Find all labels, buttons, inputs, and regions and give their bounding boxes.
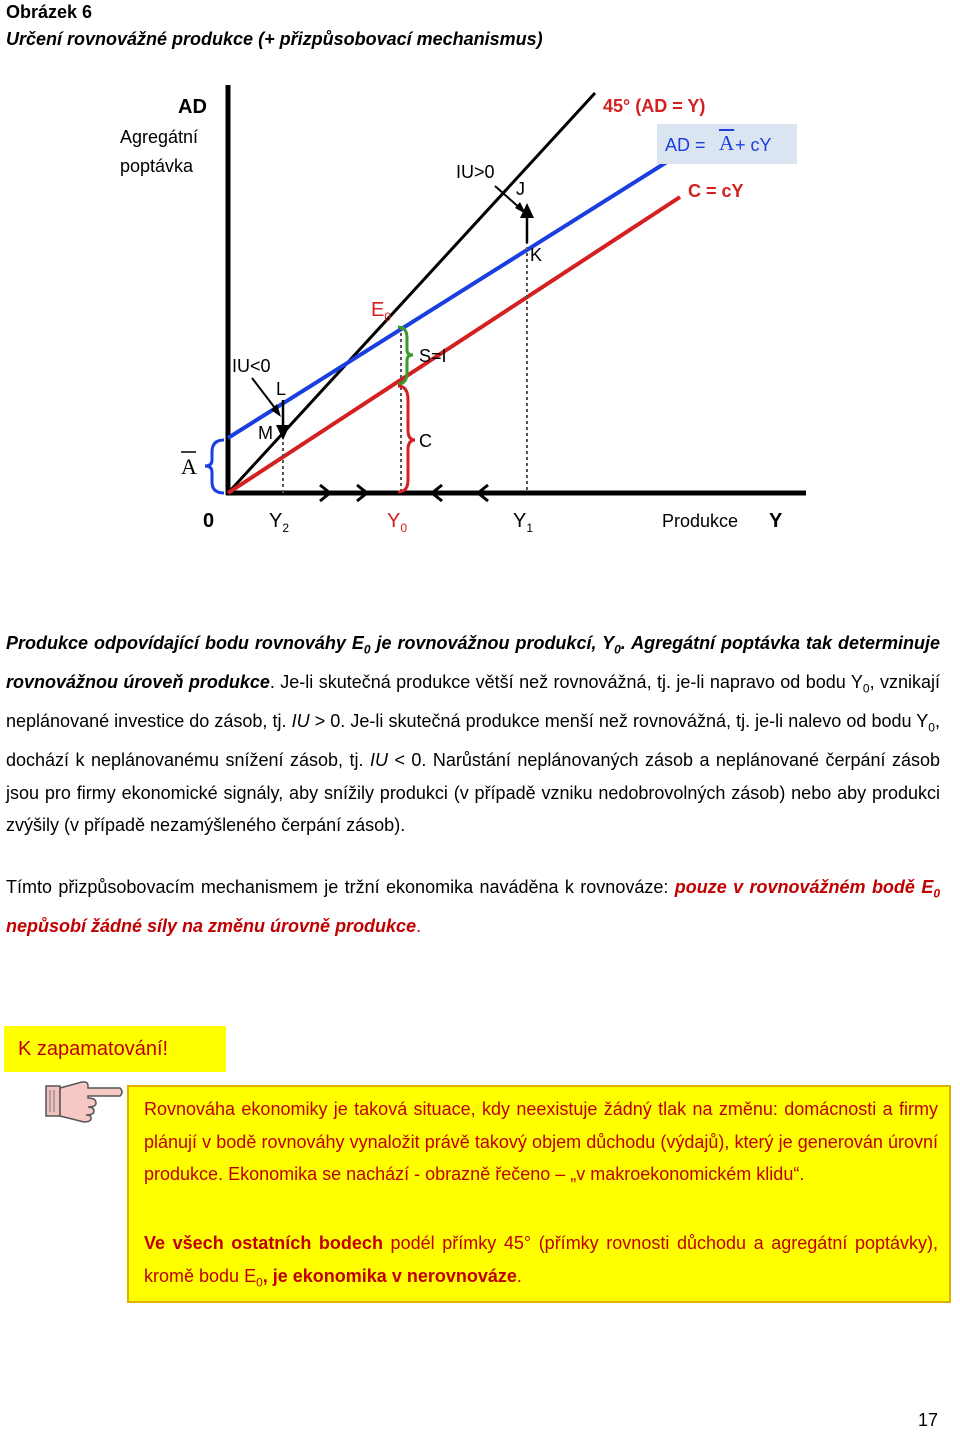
ad-label-a: $\overline{A}$ [719,131,735,155]
point-l: L [276,379,287,399]
a-intercept-label: A [181,454,197,479]
ad-label-suffix: + cY [735,135,772,155]
page-number: 17 [918,1410,939,1430]
remember-banner [4,1026,226,1072]
box-paragraph-1: Rovnováha ekonomiky je taková situace, kdy neexistuje žádný tlak na změnu: domácnosti a firmy plánují v bodě rovnováhy vynaložit právě takový objem důchodu (výdajů), který je generován úrovní produkce. Ekonomika se nachází - obrazně řečeno – „v makroekonomickém klidu“. [144,1099,938,1184]
pointing-hand-icon [44,1072,124,1130]
paragraph-1: Produkce odpovídající bodu rovnováhy $E_0$ je rovnovážnou produkcí, $Y_0$. Agregátní poptávka tak determinuje rovnovážnou úroveň produkce. Je-li skutečná produkce větší než rovnovážná, tj. je-li napravo od bodu $Y_0$, vznikají neplánované investice do zásob, tj. IU > 0. Je-li skutečná produkce menší než rovnovážná, tj. je-li nalevo od bodu $Y_0$, dochází k neplánovanému snížení zásob, tj. IU < 0. Narůstání neplánovaných zásob a neplánované čerpání zásob jsou pro firmy ekonomické signály, aby snížily produkci (v případě vzniku nedobrovolných zásob) nebo aby produkci zvýšily (v případě nezamýšleného čerpání zásob). [6,633,941,836]
c-brace-label: C [419,431,432,451]
origin-label: 0 [203,510,215,532]
y0-label: $Y_0$ [387,510,408,535]
point-j: J [516,179,525,199]
y-axis-label: AD [178,96,207,118]
paragraph-2: Tímto přizpůsobovacím mechanismem je tržní ekonomika naváděna k rovnováze: pouze v rovnovážném bodě $E_0$ nepůsobí žádné síly na změnu úrovně produkce. [6,877,941,937]
iu-neg-label: IU<0 [232,356,271,376]
ad-line [228,160,670,438]
figure-title: Určení rovnovážné produkce (+ přizpůsobovací mechanismus) [6,29,543,49]
point-m: M [258,423,273,443]
y2-label: $Y_2$ [269,510,290,535]
c-label: C = cY [688,181,744,201]
point-e0: $E_0$ [371,299,392,324]
y-axis-sub2: poptávka [120,156,194,176]
s-eq-i-label: S=I [419,346,447,366]
line-45-label: 45° (AD = Y) [603,96,706,116]
figure-label: Obrázek 6 [6,2,93,22]
c-line [228,197,680,493]
y-axis-sub1: Agregátní [120,127,199,147]
iu-pos-label: IU>0 [456,162,495,182]
point-k: K [530,245,543,265]
key-point-box [127,1085,951,1303]
ad-label-prefix: AD = [665,135,706,155]
brace-a [205,440,224,493]
x-axis-text: Produkce [662,511,739,531]
y1-label: $Y_1$ [513,510,534,535]
remember-label: K zapamatování! [18,1038,169,1060]
box-paragraph-2: Ve všech ostatních bodech podél přímky 45° (přímky rovnosti důchodu a agregátní poptávky), kromě bodu $E_0$, je ekonomika v nerovnováze. [144,1233,938,1290]
x-axis-y: Y [769,510,783,532]
ad-label-box [657,124,797,164]
